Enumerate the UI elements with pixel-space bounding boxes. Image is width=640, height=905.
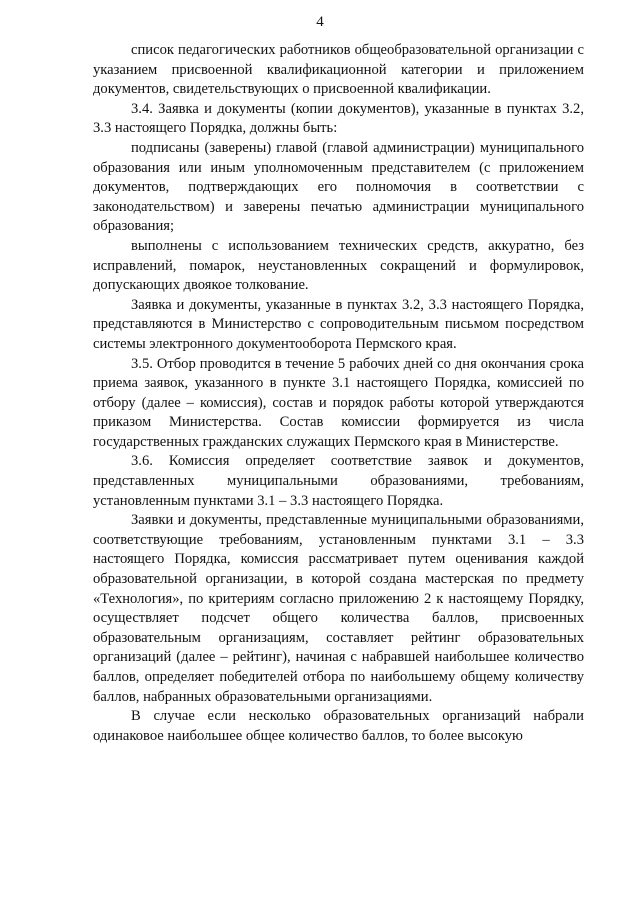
paragraph-2: 3.4. Заявка и документы (копии документов), указанные в пунктах 3.2, 3.3 настоящего Порядка, должны быть: bbox=[93, 100, 584, 137]
document-body bbox=[93, 41, 584, 746]
paragraph-1: список педагогических работников общеобразовательной организации с указанием присвоенной квалификационной категории и приложением документов, свидетельствующих о присвоенной квалификации. bbox=[93, 42, 584, 98]
paragraph-8: Заявки и документы, представленные муниципальными образованиями, соответствующие требованиям, установленным пунктами 3.1 – 3.3 настоящего Порядка, комиссия рассматривает путем оценивания каждой образовательной организации, в которой создана мастерская по предмету «Технология», по критериям согласно приложению 2 к настоящему Порядку, осуществляет подсчет общего количества баллов, присвоенных образовательным организациям, составляет рейтинг образовательных организаций (далее – рейтинг), начиная с набравшей наибольшее количество баллов, определяет победителей отбора по наибольшему общему количеству баллов, набранных образовательными организациями. bbox=[93, 512, 584, 705]
paragraph-6: 3.5. Отбор проводится в течение 5 рабочих дней со дня окончания срока приема заявок, указанного в пункте 3.1 настоящего Порядка, комиссией по отбору (далее – комиссия), состав и порядок работы которой утверждаются приказом Министерства. Состав комиссии формируется из числа государственных гражданских служащих Пермского края в Министерстве. bbox=[93, 355, 584, 450]
page-number: 4 bbox=[316, 14, 324, 30]
paragraph-9: В случае если несколько образовательных организаций набрали одинаковое наибольшее общее количество баллов, то более высокую bbox=[93, 708, 584, 744]
paragraph-7: 3.6. Комиссия определяет соответствие заявок и документов, представленных муниципальными образованиями, требованиям, установленным пунктами 3.1 – 3.3 настоящего Порядка. bbox=[93, 453, 584, 509]
paragraph-3: подписаны (заверены) главой (главой администрации) муниципального образования или иным уполномоченным представителем (с приложением документов, подтверждающих его полномочия в соответствии с законодательством) и заверены печатью администрации муниципального образования; bbox=[93, 139, 584, 235]
paragraph-5: Заявка и документы, указанные в пунктах 3.2, 3.3 настоящего Порядка, представляются в Министерство с сопроводительным письмом посредством системы электронного документооборота Пермского края. bbox=[93, 296, 584, 352]
paragraph-4: выполнены с использованием технических средств, аккуратно, без исправлений, помарок, неустановленных сокращений и формулировок, допускающих двоякое толкование. bbox=[93, 237, 584, 294]
